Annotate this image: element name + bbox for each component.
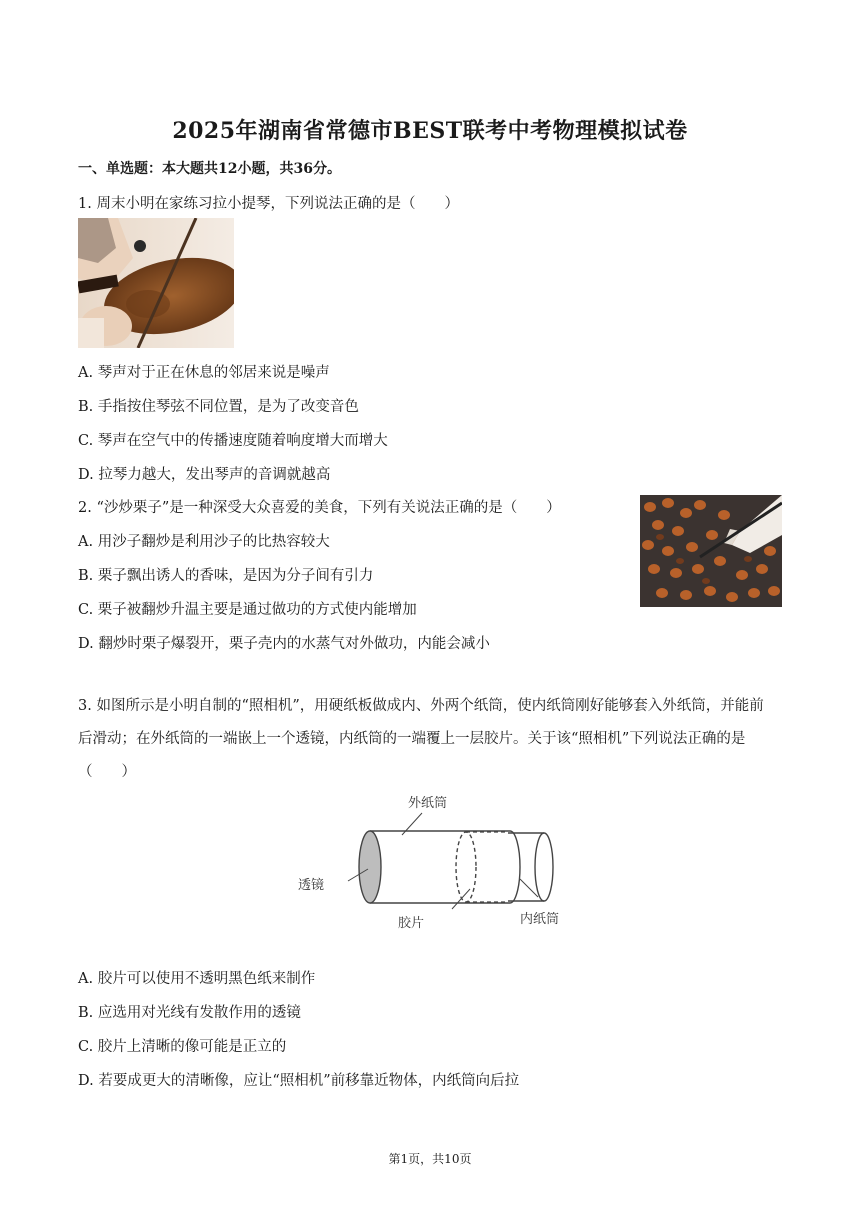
label-film: 胶片	[398, 916, 425, 931]
question-3-option-a: A. 胶片可以使用不透明黑色纸来制作	[78, 971, 316, 987]
question-1-option-d: D. 拉琴力越大，发出琴声的音调就越高	[78, 467, 331, 483]
question-3-stem: 3. 如图所示是小明自制的“照相机”，用硬纸板做成内、外两个纸筒，使内纸筒刚好能够套入外纸筒，并能前后滑动；在外纸筒的一端嵌上一个透镜，内纸筒的一端覆上一层胶片。关于该“照相机”下列说法正确的是（ ）	[78, 698, 764, 780]
question-1-stem: 1. 周末小明在家练习拉小提琴，下列说法正确的是（ ）	[78, 196, 459, 212]
camera-diagram	[290, 785, 580, 935]
label-lens: 透镜	[298, 878, 325, 893]
page-title: 2025年湖南省常德市BEST联考中考物理模拟试卷	[172, 118, 688, 144]
label-inner-tube: 内纸筒	[520, 912, 560, 927]
page-footer: 第1页，共10页	[388, 1152, 472, 1166]
question-3-option-d: D. 若要成更大的清晰像，应让“照相机”前移靠近物体，内纸筒向后拉	[78, 1073, 520, 1089]
question-2-option-c: C. 栗子被翻炒升温主要是通过做功的方式使内能增加	[78, 602, 417, 618]
question-3-option-c: C. 胶片上清晰的像可能是正立的	[78, 1039, 287, 1055]
section-heading: 一、单选题：本大题共12小题，共36分。	[78, 161, 341, 177]
question-1-option-a: A. 琴声对于正在休息的邻居来说是噪声	[78, 365, 330, 381]
question-1-option-c: C. 琴声在空气中的传播速度随着响度增大而增大	[78, 433, 388, 449]
question-2-option-a: A. 用沙子翻炒是利用沙子的比热容较大	[78, 534, 330, 550]
label-outer-tube: 外纸筒	[408, 796, 448, 811]
chestnut-photo-icon	[640, 495, 782, 607]
violin-photo-icon	[78, 218, 234, 348]
question-2-option-b: B. 栗子飘出诱人的香味，是因为分子间有引力	[78, 568, 374, 584]
question-2-stem: 2. “沙炒栗子”是一种深受大众喜爱的美食，下列有关说法正确的是（ ）	[78, 500, 561, 516]
question-1-option-b: B. 手指按住琴弦不同位置，是为了改变音色	[78, 399, 359, 415]
question-2-option-d: D. 翻炒时栗子爆裂开，栗子壳内的水蒸气对外做功，内能会减小	[78, 636, 490, 652]
question-3-option-b: B. 应选用对光线有发散作用的透镜	[78, 1005, 301, 1021]
